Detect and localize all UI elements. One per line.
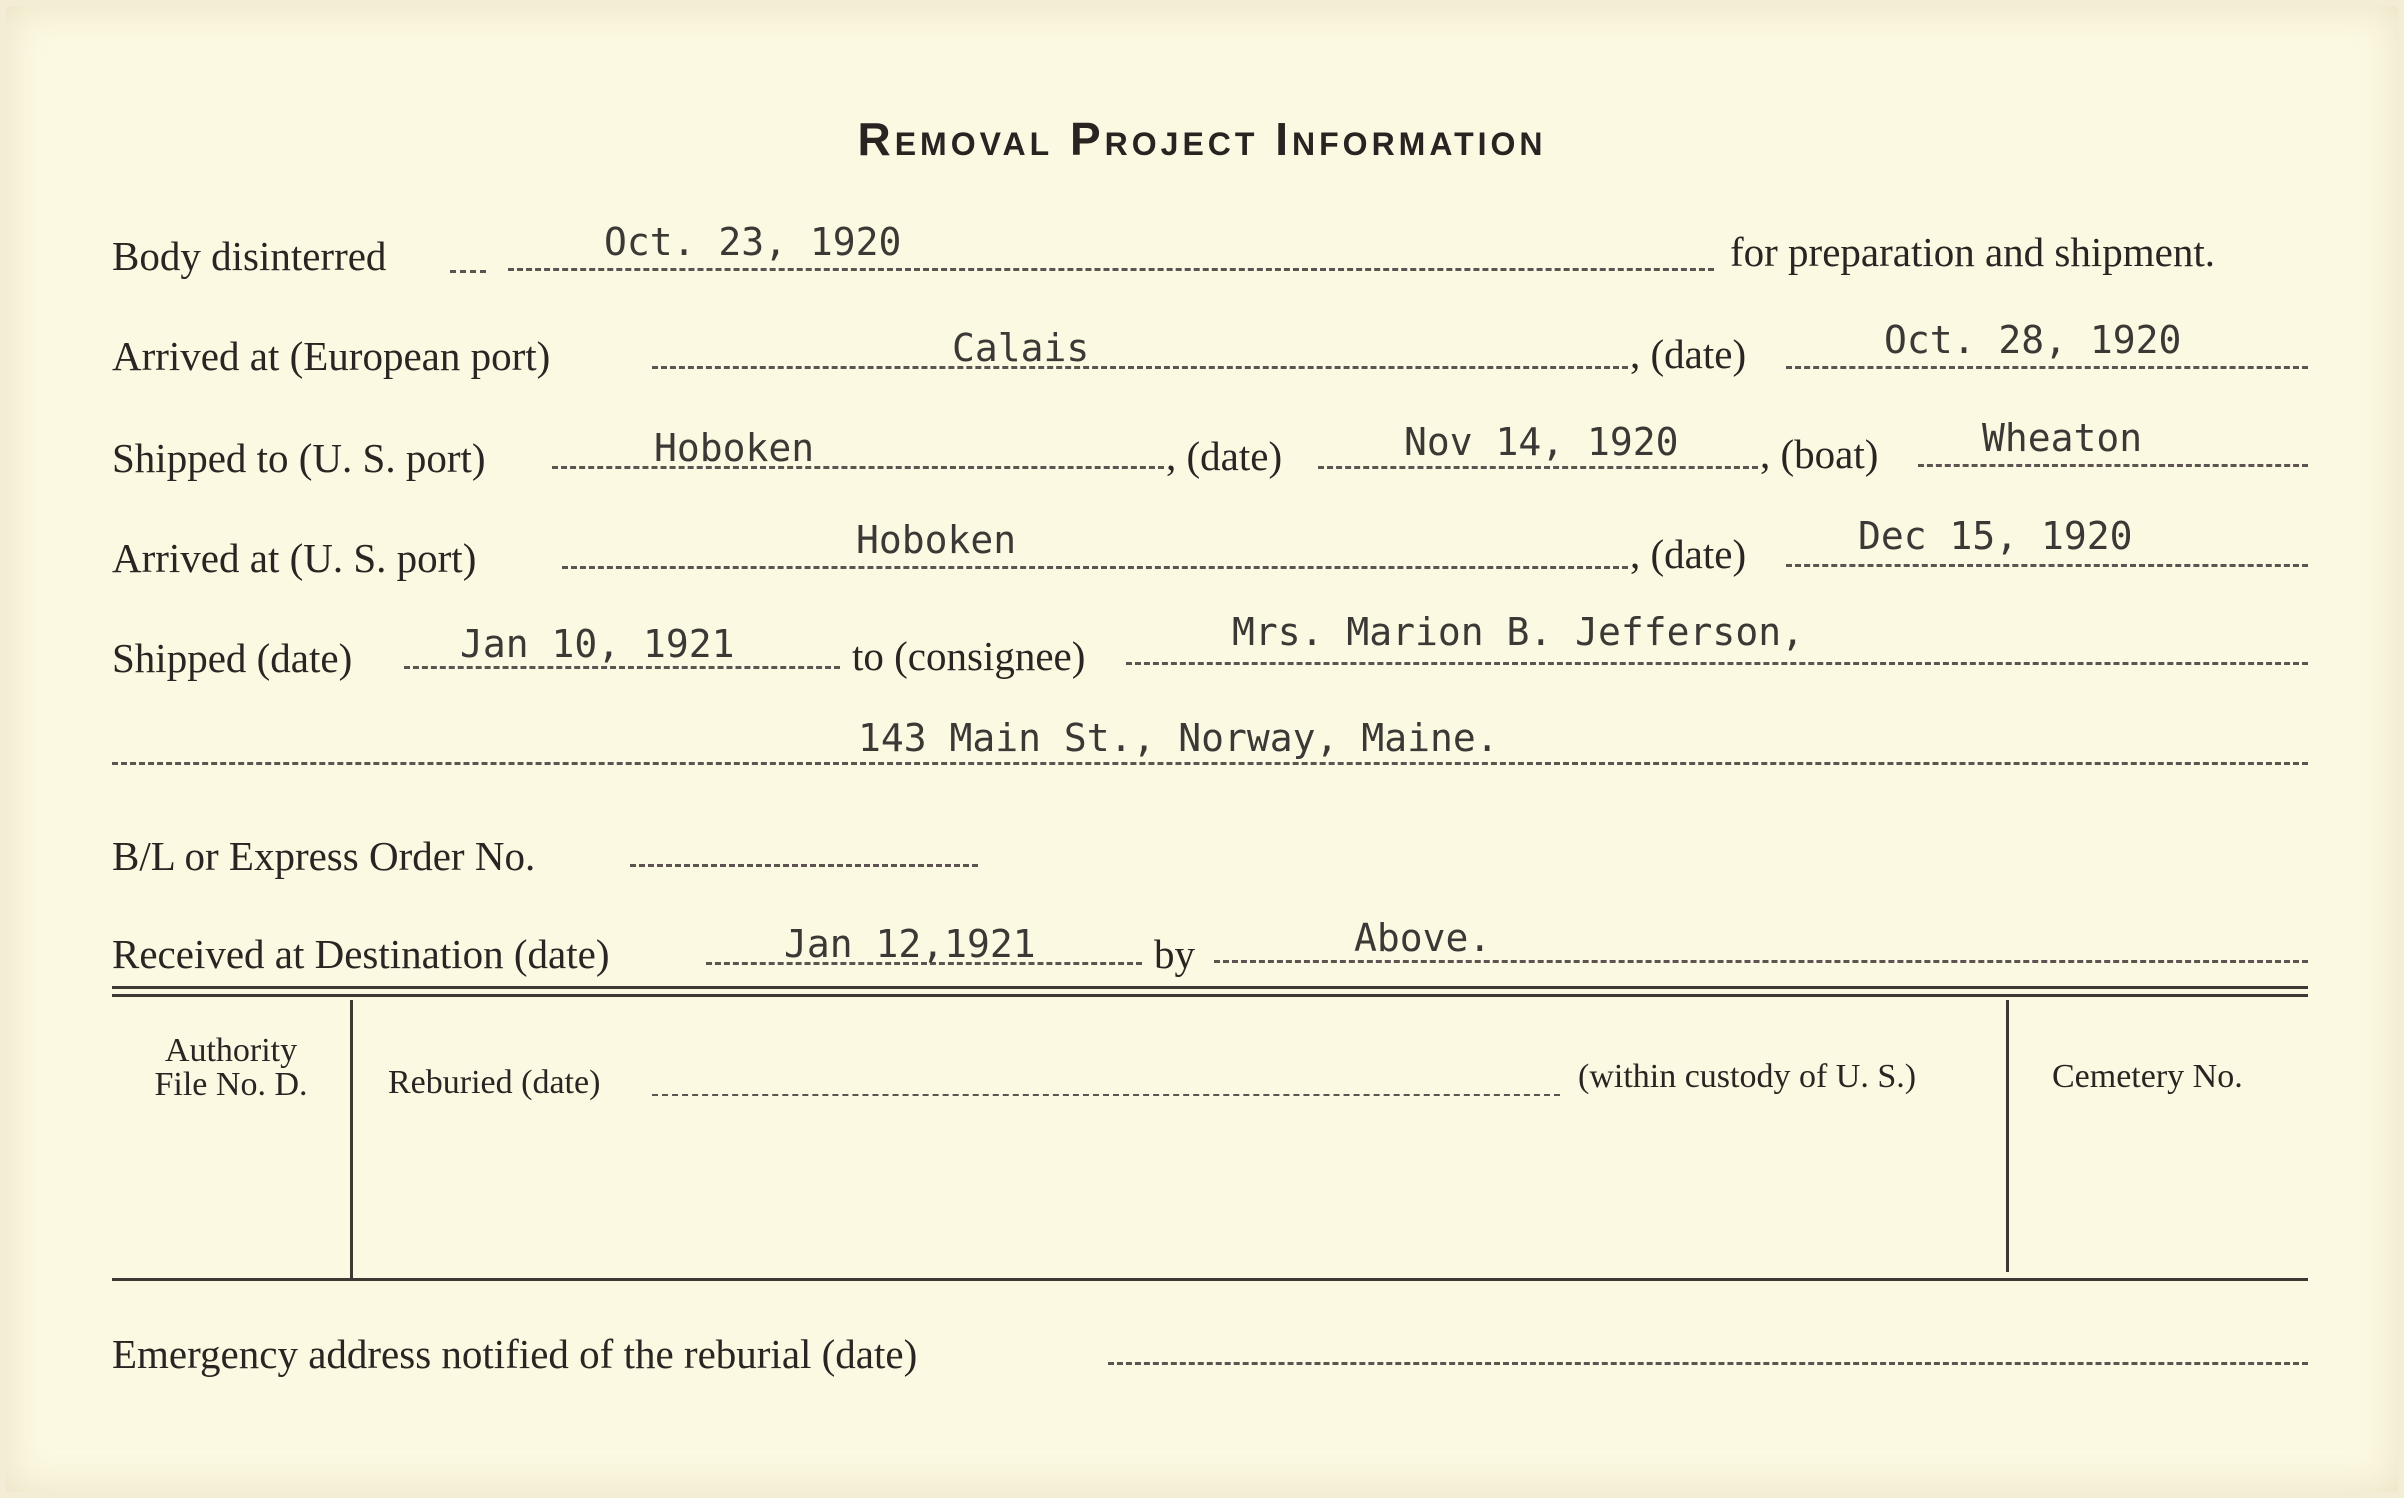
authority-label (112, 1034, 350, 1102)
arrived-european-label: Arrived at (European port) (112, 333, 551, 379)
received-date: Jan 12,1921 (784, 922, 1036, 966)
consignee-label: to (consignee) (852, 633, 1086, 679)
received-by-line (1214, 960, 2308, 963)
consignee-value: Mrs. Marion B. Jefferson, (1232, 610, 1804, 654)
body-disinterred-value: Oct. 23, 1920 (604, 220, 902, 264)
arrived-european-port-line (652, 366, 1628, 369)
emergency-line (1108, 1362, 2308, 1365)
box-divider-left (350, 1000, 353, 1278)
consignee-address: 143 Main St., Norway, Maine. (858, 716, 1499, 760)
shipped-us-boat: Wheaton (1982, 416, 2143, 460)
shipped-date-line (404, 666, 840, 669)
shipped-us-port: Hoboken (654, 426, 815, 470)
arrived-us-date-label: , (date) (1630, 531, 1747, 577)
body-disinterred-suffix: for preparation and shipment. (1730, 229, 2216, 275)
shipped-us-date: Nov 14, 1920 (1404, 420, 1679, 464)
consignee-line (1126, 662, 2308, 665)
bl-express-line (630, 864, 978, 867)
box-top-rule (112, 986, 2308, 989)
shipped-us-boat-label: , (boat) (1760, 431, 1879, 477)
reburied-label: Reburied (date) (388, 1064, 601, 1101)
shipped-date-value: Jan 10, 1921 (460, 622, 735, 666)
custody-label: (within custody of U. S.) (1578, 1058, 1917, 1095)
shipped-us-boat-line (1918, 464, 2308, 467)
cemetery-label: Cemetery No. (2052, 1058, 2243, 1095)
reburied-line (652, 1094, 1560, 1096)
address-line (112, 762, 2308, 765)
shipped-us-port-line (552, 466, 1164, 469)
arrived-us-date: Dec 15, 1920 (1858, 514, 2133, 558)
page-title: Removal Project Information (857, 113, 1547, 165)
shipped-date-label: Shipped (date) (112, 635, 353, 681)
arrived-us-date-line (1786, 564, 2308, 567)
body-disinterred-label: Body disinterred (112, 233, 387, 279)
received-label: Received at Destination (date) (112, 931, 610, 977)
authority-line2: File No. D. (154, 1066, 308, 1103)
box-bottom-rule (112, 1278, 2308, 1281)
arrived-european-port: Calais (952, 326, 1090, 370)
arrived-us-port: Hoboken (856, 518, 1017, 562)
arrived-european-date: Oct. 28, 1920 (1884, 318, 2182, 362)
received-by-label: by (1154, 931, 1195, 977)
arrived-us-port-line (562, 566, 1628, 569)
body-disinterred-line (508, 268, 1714, 271)
arrived-us-label: Arrived at (U. S. port) (112, 535, 477, 581)
bl-express-label: B/L or Express Order No. (112, 833, 536, 879)
box-top-rule-2 (112, 994, 2308, 997)
emergency-label: Emergency address notified of the reburial (date) (112, 1331, 918, 1377)
shipped-us-date-line (1318, 466, 1758, 469)
shipped-us-date-label: , (date) (1166, 433, 1283, 479)
box-divider-right (2006, 1000, 2009, 1272)
authority-line1: Authority (164, 1032, 298, 1069)
arrived-european-date-label: , (date) (1630, 331, 1747, 377)
body-disinterred-leader (450, 270, 486, 273)
received-by: Above. (1354, 916, 1492, 960)
arrived-european-date-line (1786, 366, 2308, 369)
shipped-us-label: Shipped to (U. S. port) (112, 435, 486, 481)
